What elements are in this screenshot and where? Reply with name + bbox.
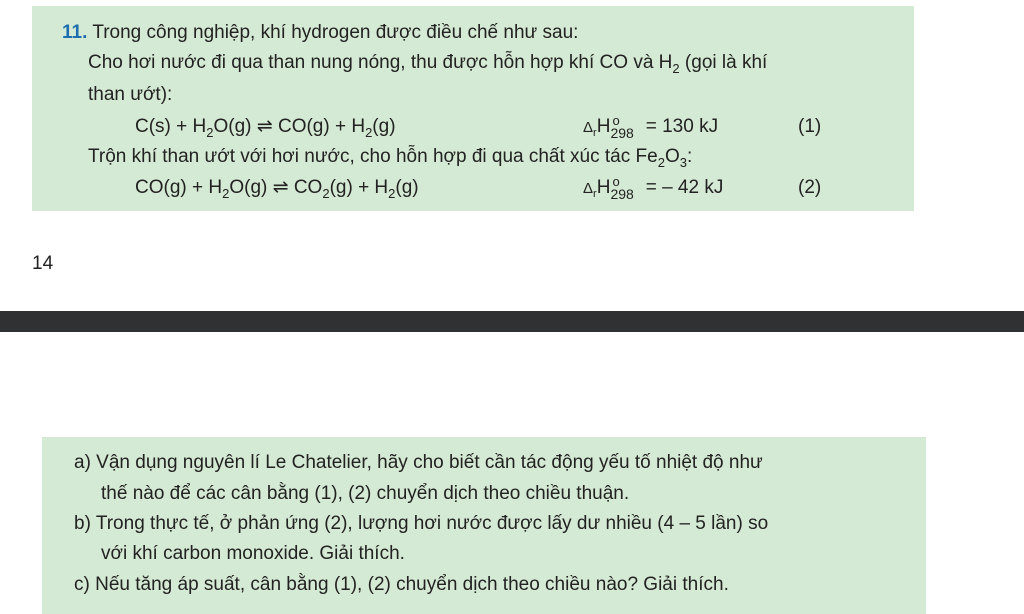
eq1-sub: 2 — [365, 125, 373, 140]
equilibrium-arrow-icon: ⇌ — [256, 116, 273, 137]
enthalpy-2 — [583, 174, 724, 202]
eq2-part: CO(g) + H — [135, 177, 223, 198]
delta-sub: r — [593, 188, 597, 200]
step2-sub: 2 — [657, 155, 665, 170]
eq2-part: CO — [288, 177, 323, 198]
eq2-part: O(g) — [229, 177, 273, 198]
standard-sup: o — [612, 174, 620, 189]
question-a-line2: thế nào để các cân bằng (1), (2) chuyển dịch theo chiều thuận. — [101, 483, 630, 504]
question-a-line1: a) Vận dụng nguyên lí Le Chatelier, hãy cho biết cần tác động yếu tố nhiệt độ như — [74, 452, 763, 473]
eq1-part: C(s) + H — [135, 116, 207, 137]
eq2-sub: 2 — [388, 186, 396, 201]
eq1-part: O(g) — [213, 116, 257, 137]
step1-tail: (gọi là khí — [679, 52, 768, 73]
page-number: 14 — [32, 253, 54, 274]
step2-mid: O — [664, 146, 680, 167]
equilibrium-arrow-icon: ⇌ — [272, 177, 289, 198]
eq1-part: (g) — [372, 116, 396, 137]
step1-text: Cho hơi nước đi qua than nung nóng, thu được hỗn hợp khí CO và H — [88, 52, 673, 73]
delta-symbol: Δ — [583, 119, 594, 136]
eq2-sub: 2 — [222, 186, 230, 201]
question-c-line1: c) Nếu tăng áp suất, cân bằng (1), (2) chuyển dịch theo chiều nào? Giải thích. — [74, 574, 729, 595]
temperature-sub: 298 — [610, 186, 634, 202]
standard-sup: o — [612, 113, 620, 128]
eq2-part: (g) — [395, 177, 419, 198]
temperature-sub: 298 — [610, 125, 634, 141]
step2-sub: 3 — [679, 155, 687, 170]
enthalpy-scripts — [610, 174, 640, 202]
step1-sub: 2 — [672, 61, 680, 76]
enthalpy-scripts — [610, 113, 640, 141]
equation-2 — [135, 177, 419, 199]
step2-text: Trộn khí than ướt với hơi nước, cho hỗn hợp đi qua chất xúc tác Fe — [88, 146, 658, 167]
enthalpy-symbol: H — [596, 116, 611, 137]
eq1-part: CO(g) + H — [272, 116, 366, 137]
step1-line2: than ướt): — [88, 84, 173, 105]
equation-1 — [135, 116, 396, 138]
exercise-intro-text: Trong công nghiệp, khí hydrogen được điều chế như sau: — [92, 22, 579, 43]
delta-sub: r — [593, 127, 597, 139]
step2-tail: : — [686, 146, 693, 167]
enthalpy-value: = – 42 kJ — [640, 177, 724, 198]
exercise-intro — [62, 22, 578, 44]
eq2-part: (g) + H — [329, 177, 389, 198]
step1-line — [88, 52, 767, 74]
enthalpy-1 — [583, 113, 719, 141]
enthalpy-symbol: H — [596, 177, 611, 198]
eq1-sub: 2 — [206, 125, 214, 140]
delta-symbol: Δ — [583, 180, 594, 197]
eq2-sub: 2 — [322, 186, 330, 201]
equation-2-label: (2) — [798, 177, 822, 198]
question-b-line2: với khí carbon monoxide. Giải thích. — [101, 543, 405, 564]
exercise-number: 11. — [62, 22, 88, 43]
enthalpy-value: = 130 kJ — [640, 116, 719, 137]
equation-1-label: (1) — [798, 116, 822, 137]
question-b-line1: b) Trong thực tế, ở phản ứng (2), lượng hơi nước được lấy dư nhiều (4 – 5 lần) so — [74, 513, 769, 534]
step2-line — [88, 146, 692, 168]
page-divider — [0, 311, 1024, 332]
